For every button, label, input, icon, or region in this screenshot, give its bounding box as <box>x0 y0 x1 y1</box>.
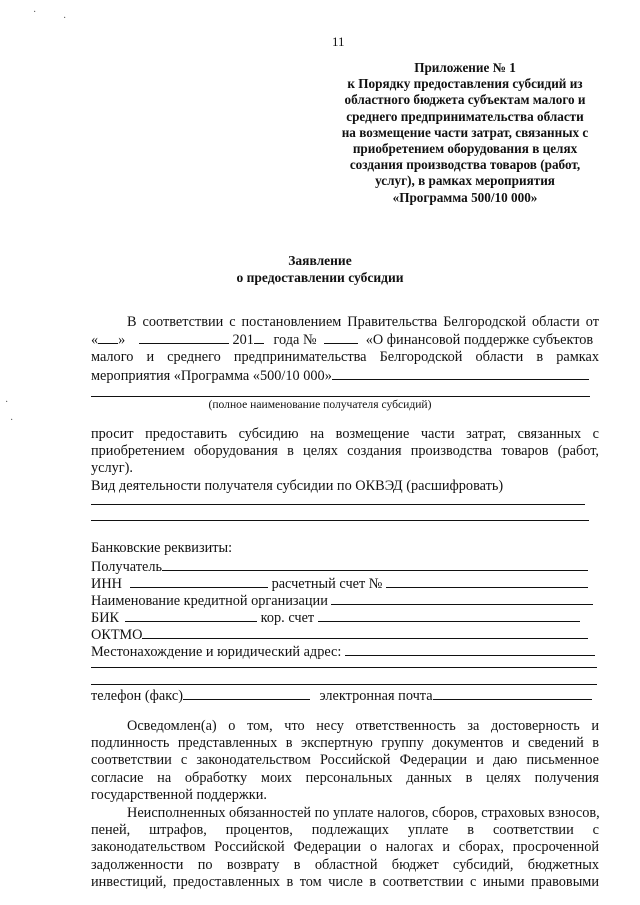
scan-mark: · <box>33 7 37 18</box>
intro-line <box>91 367 599 385</box>
corr-account-label: кор. счет <box>260 610 315 626</box>
year-prefix: 201 <box>232 332 254 349</box>
notice-line: подлинность представленных в экспертную группу документов и сведений в <box>91 735 599 752</box>
recipient-caption: (полное наименование получателя субсидий) <box>208 398 432 411</box>
number-field[interactable] <box>324 331 358 344</box>
obligations-line: инвестиций, предоставленных в том числе в соответствии с иными правовыми <box>91 873 599 890</box>
oktmo-label: ОКТМО <box>91 627 143 643</box>
notice-line: Осведомлен(а) о том, что несу ответственность за достоверность и <box>127 718 599 734</box>
annex-line: областного бюджета субъектам малого и <box>344 92 586 108</box>
month-field[interactable] <box>139 331 229 344</box>
year-number-label: года № <box>273 332 317 349</box>
annex-title: Приложение № 1 <box>414 60 516 75</box>
annex-line: «Программа 500/10 000» <box>392 189 538 205</box>
request-paragraph <box>91 426 599 495</box>
contact-row <box>91 686 601 705</box>
intro-line: малого и среднего предпринимательства Белгородской области в рамках <box>91 349 599 366</box>
obligations-line: пеней, штрафов, процентов, подлежащих уплате в соответствии с <box>91 822 599 839</box>
corr-account-field[interactable] <box>318 608 580 622</box>
address-line[interactable] <box>91 667 597 668</box>
address-row <box>91 642 601 661</box>
page-number: 11 <box>332 34 345 49</box>
annex-line: среднего предпринимательства области <box>346 108 584 124</box>
scan-mark: · <box>63 13 67 24</box>
notice-paragraph <box>91 718 599 804</box>
obligations-line: Неисполненных обязанностей по уплате налогов, сборов, страховых взносов, <box>127 805 600 821</box>
obligations-line: задолженности по возврату в областной бюджет субсидий, бюджетных <box>91 856 599 873</box>
quote-open: « <box>91 332 99 349</box>
annex-line: создания производства товаров (работ, <box>349 157 581 173</box>
intro-line <box>91 331 599 349</box>
bik-label: БИК <box>91 610 120 626</box>
annex-header <box>320 60 610 206</box>
phone-label: телефон (факс) <box>91 688 183 704</box>
intro-program-text: мероприятия «Программа «500/10 000» <box>91 367 332 384</box>
request-line: просит предоставить субсидию на возмещение части затрат, связанных с <box>91 426 599 442</box>
document-subtitle: о предоставлении субсидии <box>236 270 404 285</box>
address-line[interactable] <box>91 684 597 685</box>
bank-header: Банковские реквизиты: <box>91 540 233 556</box>
inn-field[interactable] <box>130 574 268 588</box>
document-title: Заявление <box>288 253 352 268</box>
recipient-name-line[interactable] <box>91 396 590 397</box>
bank-org-field[interactable] <box>331 591 593 605</box>
okved-line[interactable] <box>91 504 585 505</box>
annex-line: на возмещение части затрат, связанных с <box>341 124 589 140</box>
address-label: Местонахождение и юридический адрес: <box>91 644 342 660</box>
account-label: расчетный счет № <box>271 576 383 592</box>
quote-close: » <box>118 332 126 349</box>
bik-field[interactable] <box>125 608 257 622</box>
bank-org-label: Наименование кредитной организации <box>91 593 328 609</box>
intro-paragraph <box>91 314 599 385</box>
annex-line: приобретением оборудования в целях <box>352 141 578 157</box>
recipient-field[interactable] <box>162 557 588 571</box>
annex-line: услуг), в рамках мероприятия <box>375 173 555 189</box>
inn-label: ИНН <box>91 576 122 592</box>
year-field[interactable] <box>254 331 264 344</box>
intro-line: В соответствии с постановлением Правительства Белгородской области от <box>127 314 599 330</box>
address-field[interactable] <box>345 642 595 656</box>
account-field[interactable] <box>386 574 588 588</box>
request-line: услуг). <box>91 460 133 477</box>
recipient-name-field[interactable] <box>332 367 589 380</box>
notice-line: соответствии с законодательством Российской Федерации и даю письменное <box>91 752 599 769</box>
okved-label: Вид деятельности получателя субсидии по ОКВЭД (расшифровать) <box>91 477 504 494</box>
notice-line: государственной поддержки. <box>91 786 267 803</box>
oktmo-field[interactable] <box>142 625 588 639</box>
day-field[interactable] <box>98 331 118 344</box>
recipient-label: Получатель <box>91 559 162 575</box>
phone-field[interactable] <box>183 686 310 700</box>
obligations-line: законодательством Российской Федерации о налогах и сборах, просроченной <box>91 839 599 856</box>
annex-line: к Порядку предоставления субсидий из <box>347 76 583 92</box>
intro-decree-title: «О финансовой поддержке субъектов <box>365 332 594 349</box>
email-label: электронная почта <box>319 688 433 704</box>
okved-line[interactable] <box>91 520 589 521</box>
email-field[interactable] <box>433 686 592 700</box>
scan-mark: · <box>10 415 14 426</box>
obligations-paragraph <box>91 805 599 891</box>
notice-line: согласие на обработку моих персональных данных в целях получения <box>91 769 599 786</box>
scan-mark: · <box>5 397 9 408</box>
request-line: приобретением оборудования в целях создания производства товаров (работ, <box>91 443 599 460</box>
